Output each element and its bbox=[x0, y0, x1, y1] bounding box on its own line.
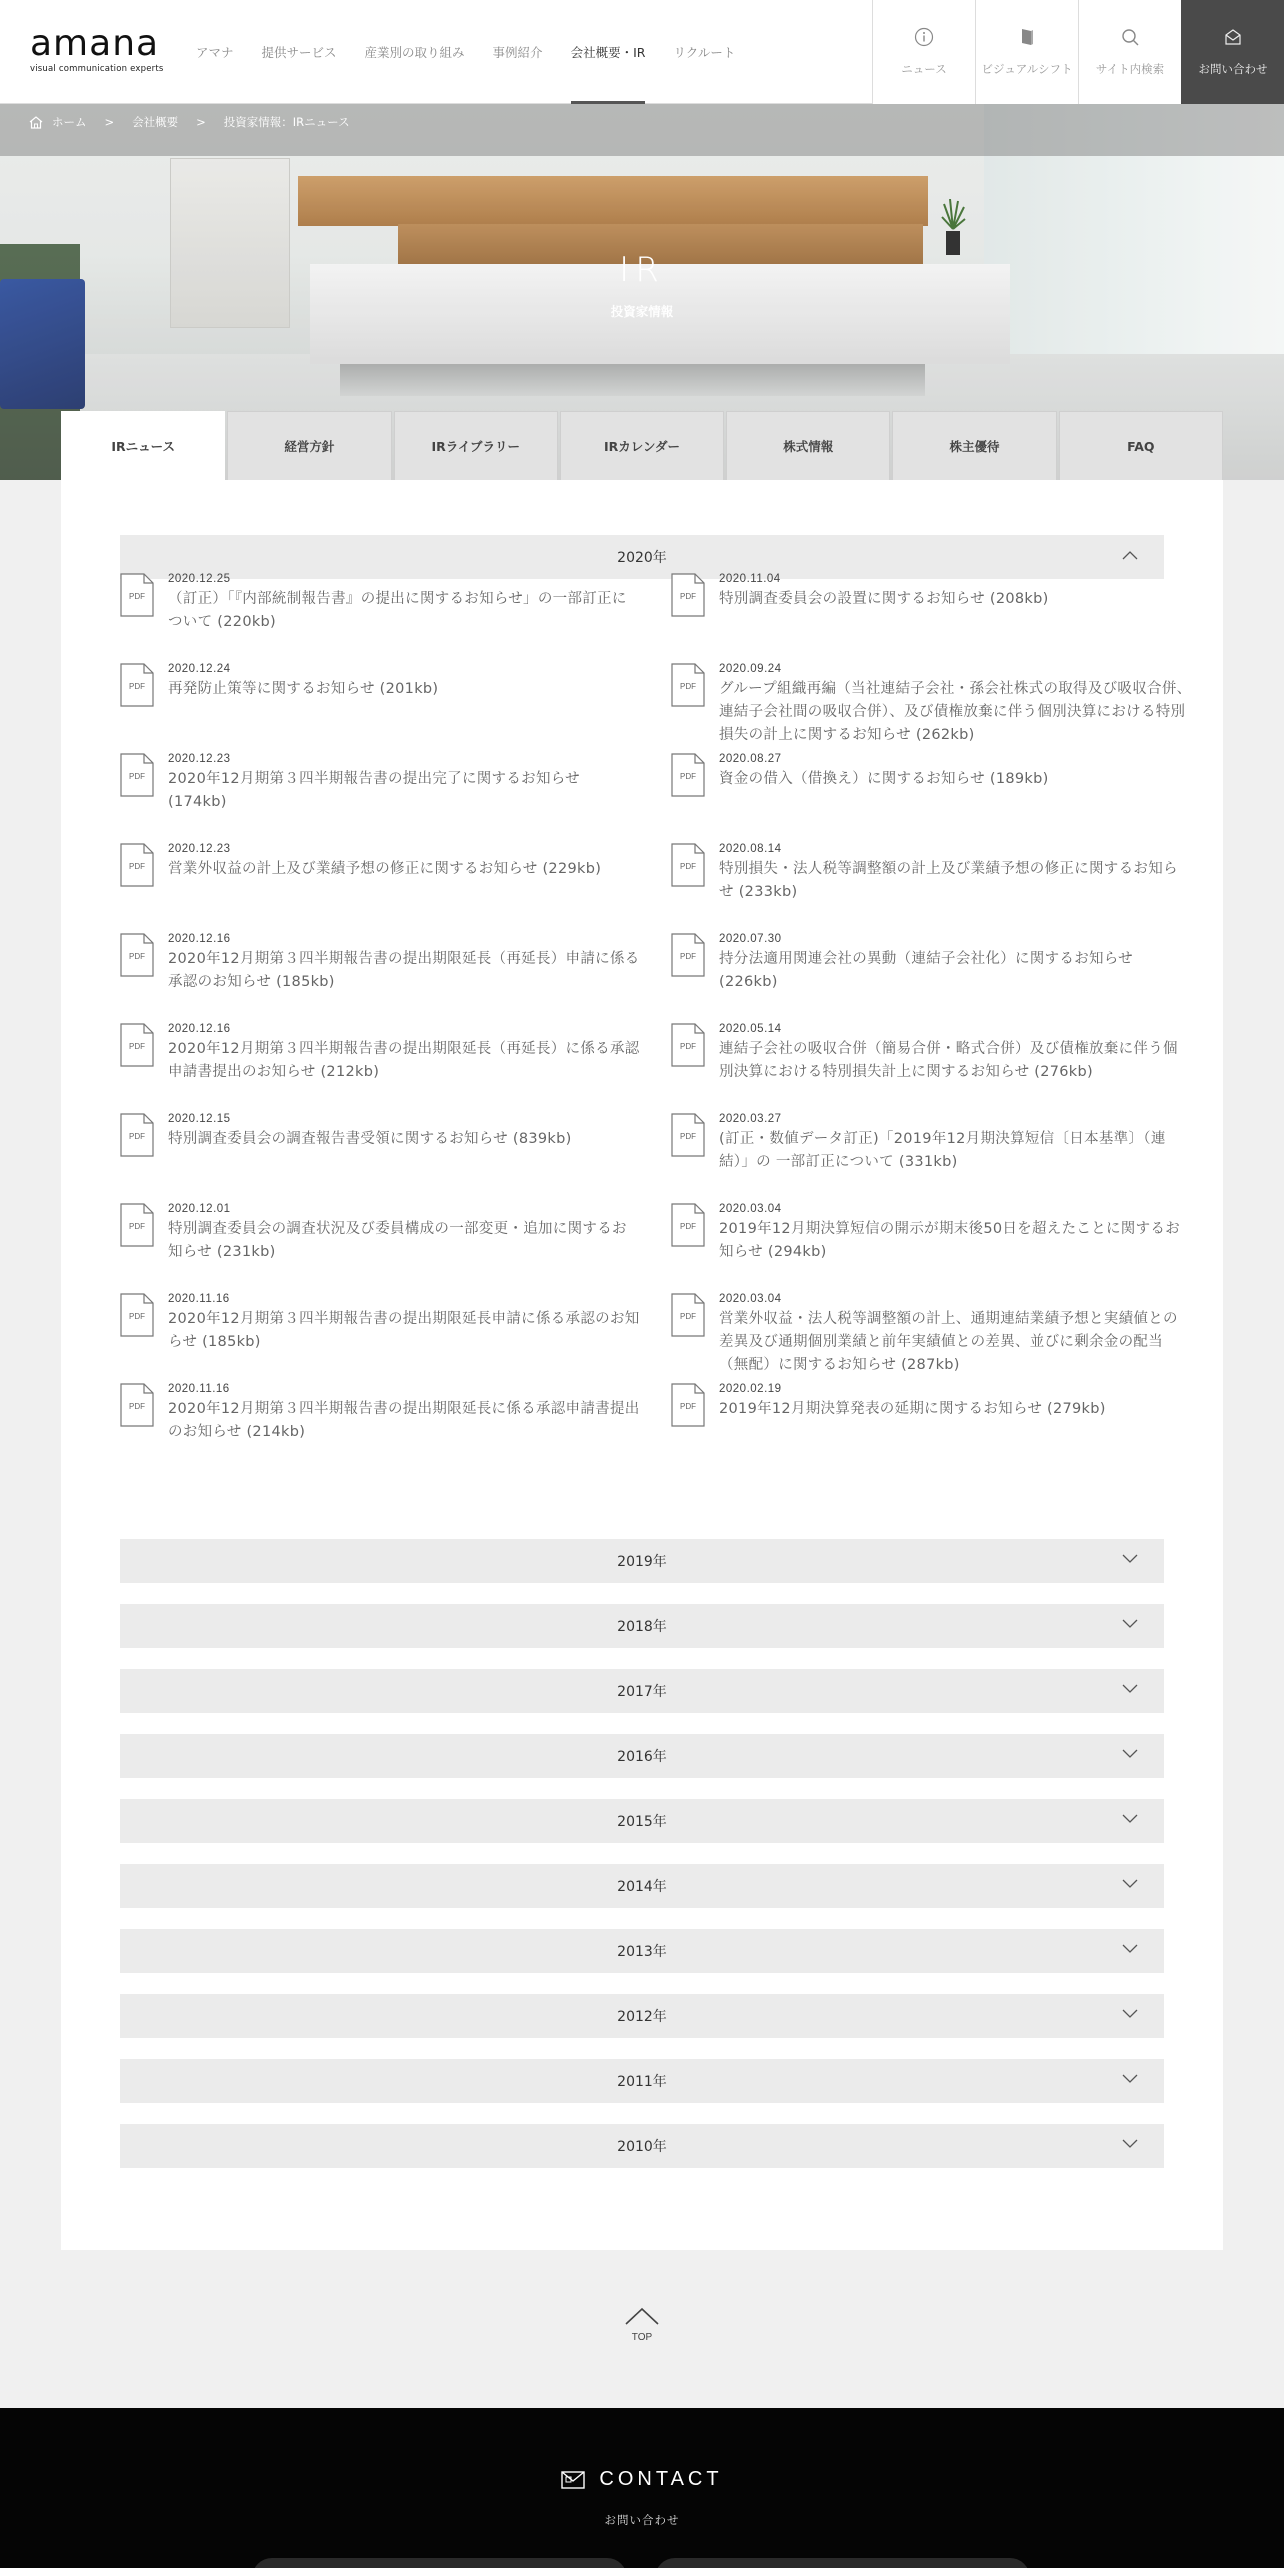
news-text bbox=[168, 932, 641, 1022]
news-item[interactable] bbox=[120, 752, 641, 842]
news-item[interactable] bbox=[671, 1022, 1192, 1112]
news-text bbox=[719, 662, 1192, 752]
accordion-year-label: 2016年 bbox=[617, 1749, 667, 1765]
logo-wordmark: amana bbox=[30, 23, 160, 64]
pdf-icon-label: PDF bbox=[129, 1402, 145, 1411]
pdf-icon bbox=[120, 573, 154, 617]
news-date: 2020.03.27 bbox=[719, 1113, 782, 1125]
mail-icon bbox=[1223, 27, 1243, 47]
news-item[interactable] bbox=[671, 932, 1192, 1022]
pdf-icon-label: PDF bbox=[680, 682, 696, 691]
news-title-link[interactable]: 持分法適用関連会社の異動（連結子会社化）に関するお知らせ (226kb) bbox=[719, 951, 1133, 990]
visual-shift-button[interactable] bbox=[975, 0, 1078, 104]
news-date: 2020.02.19 bbox=[719, 1383, 782, 1395]
news-date: 2020.08.27 bbox=[719, 753, 782, 765]
pdf-icon-label: PDF bbox=[680, 1132, 696, 1141]
news-list bbox=[120, 572, 1192, 1472]
pdf-icon bbox=[671, 1113, 705, 1157]
news-text bbox=[168, 1202, 641, 1292]
contact-heading[interactable] bbox=[0, 2468, 1284, 2491]
accordion-year-label: 2018年 bbox=[617, 1619, 667, 1635]
pdf-icon bbox=[120, 843, 154, 887]
news-text bbox=[168, 1022, 641, 1112]
accordion-year[interactable] bbox=[120, 1734, 1164, 1778]
news-item[interactable] bbox=[120, 842, 641, 932]
news-title-link[interactable]: 2020年12月期第３四半期報告書の提出期限延長（再延長）に係る承認申請書提出のお知らせ (212kb) bbox=[168, 1041, 640, 1080]
chevron-down-icon bbox=[1122, 1749, 1138, 1759]
news-title-link[interactable]: グループ組織再編（当社連結子会社・孫会社株式の取得及び吸収合併、連結子会社間の吸収合併）、及び債権放棄に伴う個別決算における特別損失の計上に関するお知らせ (262kb) bbox=[719, 681, 1192, 743]
pdf-icon bbox=[671, 1023, 705, 1067]
news-title-link[interactable]: 特別調査委員会の設置に関するお知らせ (208kb) bbox=[719, 591, 1049, 607]
news-title-link[interactable]: 営業外収益の計上及び業績予想の修正に関するお知らせ (229kb) bbox=[168, 861, 602, 877]
main-content bbox=[61, 480, 1223, 2250]
pdf-icon bbox=[120, 1023, 154, 1067]
pdf-icon-label: PDF bbox=[680, 1402, 696, 1411]
pdf-icon bbox=[671, 753, 705, 797]
accordion-year[interactable] bbox=[120, 2124, 1164, 2168]
news-title-link[interactable]: 資金の借入（借換え）に関するお知らせ (189kb) bbox=[719, 771, 1049, 787]
accordion-year[interactable] bbox=[120, 1604, 1164, 1648]
pdf-icon bbox=[120, 1383, 154, 1427]
pdf-icon bbox=[120, 1113, 154, 1157]
pdf-icon-label: PDF bbox=[680, 1312, 696, 1321]
news-button[interactable] bbox=[872, 0, 975, 104]
pdf-icon-label: PDF bbox=[129, 592, 145, 601]
accordion-year-label: 2010年 bbox=[617, 2139, 667, 2155]
news-item[interactable] bbox=[671, 1202, 1192, 1292]
news-date: 2020.07.30 bbox=[719, 933, 782, 945]
pdf-icon-label: PDF bbox=[129, 682, 145, 691]
news-date: 2020.11.16 bbox=[168, 1293, 230, 1305]
contact-button[interactable] bbox=[1181, 0, 1284, 104]
chevron-up-icon bbox=[624, 2306, 660, 2326]
news-title-link[interactable]: 特別損失・法人税等調整額の計上及び業績予想の修正に関するお知らせ (233kb) bbox=[719, 861, 1178, 900]
chevron-down-icon bbox=[1122, 1944, 1138, 1954]
news-text bbox=[719, 572, 1192, 662]
pdf-icon bbox=[671, 573, 705, 617]
contact-subtitle: お問い合わせ bbox=[604, 2513, 680, 2527]
news-title-link[interactable]: 2020年12月期第３四半期報告書の提出期限延長申請に係る承認のお知らせ (185kb) bbox=[168, 1311, 640, 1350]
news-item[interactable] bbox=[671, 752, 1192, 842]
mail-icon bbox=[561, 2471, 585, 2489]
news-title-link[interactable]: 再発防止策等に関するお知らせ (201kb) bbox=[168, 681, 439, 697]
news-title-link[interactable]: (訂正・数値データ訂正)「2019年12月期決算短信〔日本基準〕（連結）」の 一部訂正について (331kb) bbox=[719, 1131, 1166, 1170]
pdf-icon-label: PDF bbox=[129, 1132, 145, 1141]
news-date: 2020.12.25 bbox=[168, 573, 231, 585]
chevron-down-icon bbox=[1122, 1814, 1138, 1824]
nav-item-cases[interactable]: 事例紹介 bbox=[492, 45, 543, 60]
nav-item-industries[interactable]: 産業別の取り組み bbox=[364, 45, 465, 60]
news-date: 2020.09.24 bbox=[719, 663, 782, 675]
pdf-icon-label: PDF bbox=[129, 1312, 145, 1321]
news-item[interactable] bbox=[120, 572, 641, 662]
news-title-link[interactable]: 2019年12月期決算短信の開示が期末後50日を超えたことに関するお知らせ (294kb) bbox=[719, 1221, 1180, 1260]
page-title: IR bbox=[619, 250, 665, 290]
news-date: 2020.08.14 bbox=[719, 843, 782, 855]
site-header bbox=[0, 0, 1284, 104]
news-text bbox=[719, 1382, 1192, 1472]
news-item[interactable] bbox=[120, 932, 641, 1022]
pdf-icon bbox=[120, 753, 154, 797]
accordion-year-label: 2019年 bbox=[617, 1554, 667, 1570]
news-item[interactable] bbox=[671, 1382, 1192, 1472]
breadcrumb-company[interactable]: 会社概要 bbox=[132, 115, 179, 129]
accordion-year[interactable] bbox=[120, 1799, 1164, 1843]
news-date: 2020.12.16 bbox=[168, 933, 231, 945]
news-text bbox=[168, 752, 641, 842]
news-item[interactable] bbox=[671, 842, 1192, 932]
news-item[interactable] bbox=[671, 1292, 1192, 1382]
pdf-icon-label: PDF bbox=[129, 1042, 145, 1051]
news-text bbox=[168, 572, 641, 662]
header-buttons bbox=[872, 0, 1284, 104]
tab-shareholder-benefits[interactable]: 株主優待 bbox=[892, 411, 1056, 480]
news-title-link[interactable]: 2020年12月期第３四半期報告書の提出完了に関するお知らせ (174kb) bbox=[168, 771, 580, 810]
news-item[interactable] bbox=[120, 1112, 641, 1202]
news-date: 2020.12.16 bbox=[168, 1023, 231, 1035]
news-text bbox=[719, 1292, 1192, 1382]
news-date: 2020.11.04 bbox=[719, 573, 781, 585]
news-text bbox=[719, 752, 1192, 842]
home-icon[interactable] bbox=[28, 115, 44, 129]
news-date: 2020.03.04 bbox=[719, 1203, 782, 1215]
site-search-button[interactable] bbox=[1078, 0, 1181, 104]
news-item[interactable] bbox=[120, 1292, 641, 1382]
pdf-icon bbox=[671, 1383, 705, 1427]
visual-shift-label: ビジュアルシフト bbox=[981, 62, 1073, 76]
news-text bbox=[168, 1382, 641, 1472]
news-title-link[interactable]: 2020年12月期第３四半期報告書の提出期限延長（再延長）申請に係る承認のお知らせ (185kb) bbox=[168, 951, 640, 990]
news-item[interactable] bbox=[671, 662, 1192, 752]
tab-ir-calendar[interactable]: IRカレンダー bbox=[560, 411, 724, 480]
pdf-icon bbox=[671, 663, 705, 707]
page-top-button[interactable] bbox=[612, 2306, 672, 2343]
news-text bbox=[168, 1292, 641, 1382]
pdf-icon-label: PDF bbox=[680, 1222, 696, 1231]
news-item[interactable] bbox=[120, 662, 641, 752]
tab-management-policy[interactable]: 経営方針 bbox=[227, 411, 391, 480]
pdf-icon-label: PDF bbox=[129, 772, 145, 781]
accordion-year-label: 2012年 bbox=[617, 2009, 667, 2025]
pdf-icon-label: PDF bbox=[129, 1222, 145, 1231]
news-button-label: ニュース bbox=[901, 62, 947, 76]
news-text bbox=[719, 1112, 1192, 1202]
pdf-icon bbox=[120, 1203, 154, 1247]
nav-item-amana[interactable]: アマナ bbox=[196, 45, 234, 60]
pdf-icon-label: PDF bbox=[680, 952, 696, 961]
pdf-icon-label: PDF bbox=[129, 862, 145, 871]
nav-item-recruit[interactable]: リクルート bbox=[673, 45, 736, 60]
accordion-year[interactable] bbox=[120, 1669, 1164, 1713]
contact-option-button[interactable] bbox=[252, 2558, 627, 2568]
news-item[interactable] bbox=[671, 1112, 1192, 1202]
tab-stock-info[interactable]: 株式情報 bbox=[726, 411, 890, 480]
news-date: 2020.12.23 bbox=[168, 753, 231, 765]
contact-title: CONTACT bbox=[599, 2468, 723, 2490]
accordion-year[interactable] bbox=[120, 1929, 1164, 1973]
logo-tagline: visual communication experts bbox=[30, 64, 164, 74]
news-text bbox=[719, 1022, 1192, 1112]
book-icon bbox=[1017, 27, 1037, 47]
contact-section bbox=[0, 2408, 1284, 2568]
news-title-link[interactable]: （訂正）「『内部統制報告書』の提出に関するお知らせ」の一部訂正について (220kb) bbox=[168, 591, 627, 630]
breadcrumb bbox=[28, 112, 350, 132]
news-text bbox=[168, 842, 641, 932]
info-icon bbox=[914, 27, 934, 47]
accordion-year-label: 2015年 bbox=[617, 1814, 667, 1830]
ir-tabs bbox=[61, 411, 1223, 480]
accordion-year[interactable] bbox=[120, 1994, 1164, 2038]
chevron-down-icon bbox=[1122, 2074, 1138, 2084]
pdf-icon bbox=[671, 933, 705, 977]
tab-ir-library[interactable]: IRライブラリー bbox=[394, 411, 558, 480]
pdf-icon-label: PDF bbox=[680, 1042, 696, 1051]
chevron-up-icon bbox=[1122, 550, 1138, 560]
chevron-down-icon bbox=[1122, 1684, 1138, 1694]
pdf-icon-label: PDF bbox=[680, 772, 696, 781]
accordion-year-label: 2020年 bbox=[617, 550, 667, 566]
chevron-down-icon bbox=[1122, 2009, 1138, 2019]
page-top-label: TOP bbox=[631, 2332, 653, 2343]
breadcrumb-separator: > bbox=[196, 115, 206, 129]
accordion-year-label: 2011年 bbox=[617, 2074, 667, 2090]
chevron-down-icon bbox=[1122, 2139, 1138, 2149]
news-text bbox=[168, 662, 641, 752]
accordion-year-label: 2017年 bbox=[617, 1684, 667, 1700]
news-text bbox=[719, 842, 1192, 932]
news-item[interactable] bbox=[120, 1022, 641, 1112]
pdf-icon bbox=[671, 843, 705, 887]
accordion-year[interactable] bbox=[120, 1864, 1164, 1908]
search-icon bbox=[1120, 27, 1140, 47]
breadcrumb-current: 投資家情報：IRニュース bbox=[223, 115, 350, 129]
accordion-year-label: 2014年 bbox=[617, 1879, 667, 1895]
tab-faq[interactable]: FAQ bbox=[1059, 411, 1223, 480]
news-title-link[interactable]: 営業外収益・法人税等調整額の計上、通期連結業績予想と実績値との差異及び通期個別業績と前年実績値との差異、並びに剰余金の配当（無配）に関するお知らせ (287kb) bbox=[719, 1311, 1178, 1373]
accordion-year[interactable] bbox=[120, 2059, 1164, 2103]
news-title-link[interactable]: 特別調査委員会の調査報告書受領に関するお知らせ (839kb) bbox=[168, 1131, 572, 1147]
news-date: 2020.12.15 bbox=[168, 1113, 231, 1125]
news-title-link[interactable]: 特別調査委員会の調査状況及び委員構成の一部変更・追加に関するお知らせ (231kb) bbox=[168, 1221, 627, 1260]
news-date: 2020.12.23 bbox=[168, 843, 231, 855]
pdf-icon-label: PDF bbox=[680, 592, 696, 601]
tab-ir-news[interactable]: IRニュース bbox=[61, 411, 225, 480]
pdf-icon bbox=[671, 1203, 705, 1247]
accordion-year-label: 2013年 bbox=[617, 1944, 667, 1960]
pdf-icon-label: PDF bbox=[129, 952, 145, 961]
news-text bbox=[719, 932, 1192, 1022]
news-column-left bbox=[120, 572, 641, 1472]
news-text bbox=[168, 1112, 641, 1202]
breadcrumb-separator: > bbox=[104, 115, 115, 129]
global-nav bbox=[182, 0, 749, 104]
news-item[interactable] bbox=[120, 1382, 641, 1472]
news-date: 2020.11.16 bbox=[168, 1383, 230, 1395]
nav-item-company-ir[interactable]: 会社概要・IR bbox=[557, 0, 660, 104]
pdf-icon bbox=[120, 933, 154, 977]
news-title-link[interactable]: 2019年12月期決算発表の延期に関するお知らせ (279kb) bbox=[719, 1401, 1106, 1417]
chevron-down-icon bbox=[1122, 1554, 1138, 1564]
news-date: 2020.05.14 bbox=[719, 1023, 782, 1035]
news-text bbox=[719, 1202, 1192, 1292]
news-column-right bbox=[671, 572, 1192, 1472]
news-title-link[interactable]: 2020年12月期第３四半期報告書の提出期限延長に係る承認申請書提出のお知らせ (214kb) bbox=[168, 1401, 640, 1440]
pdf-icon bbox=[120, 663, 154, 707]
pdf-icon bbox=[671, 1293, 705, 1337]
news-date: 2020.12.24 bbox=[168, 663, 231, 675]
page-subtitle: 投資家情報 bbox=[610, 304, 674, 319]
news-date: 2020.03.04 bbox=[719, 1293, 782, 1305]
site-search-label: サイト内検索 bbox=[1095, 62, 1165, 76]
breadcrumb-home[interactable]: ホーム bbox=[52, 115, 87, 129]
accordion-year[interactable] bbox=[120, 1539, 1164, 1583]
pdf-icon-label: PDF bbox=[680, 862, 696, 871]
news-date: 2020.12.01 bbox=[168, 1203, 231, 1215]
contact-button-label: お問い合わせ bbox=[1198, 62, 1268, 76]
news-title-link[interactable]: 連結子会社の吸収合併（簡易合併・略式合併）及び債権放棄に伴う個別決算における特別損失計上に関するお知らせ (276kb) bbox=[719, 1041, 1178, 1080]
nav-item-services[interactable]: 提供サービス bbox=[261, 45, 337, 60]
pdf-icon bbox=[120, 1293, 154, 1337]
chevron-down-icon bbox=[1122, 1619, 1138, 1629]
news-item[interactable] bbox=[120, 1202, 641, 1292]
logo[interactable] bbox=[30, 23, 164, 74]
contact-option-button[interactable] bbox=[655, 2558, 1030, 2568]
chevron-down-icon bbox=[1122, 1879, 1138, 1889]
news-item[interactable] bbox=[671, 572, 1192, 662]
